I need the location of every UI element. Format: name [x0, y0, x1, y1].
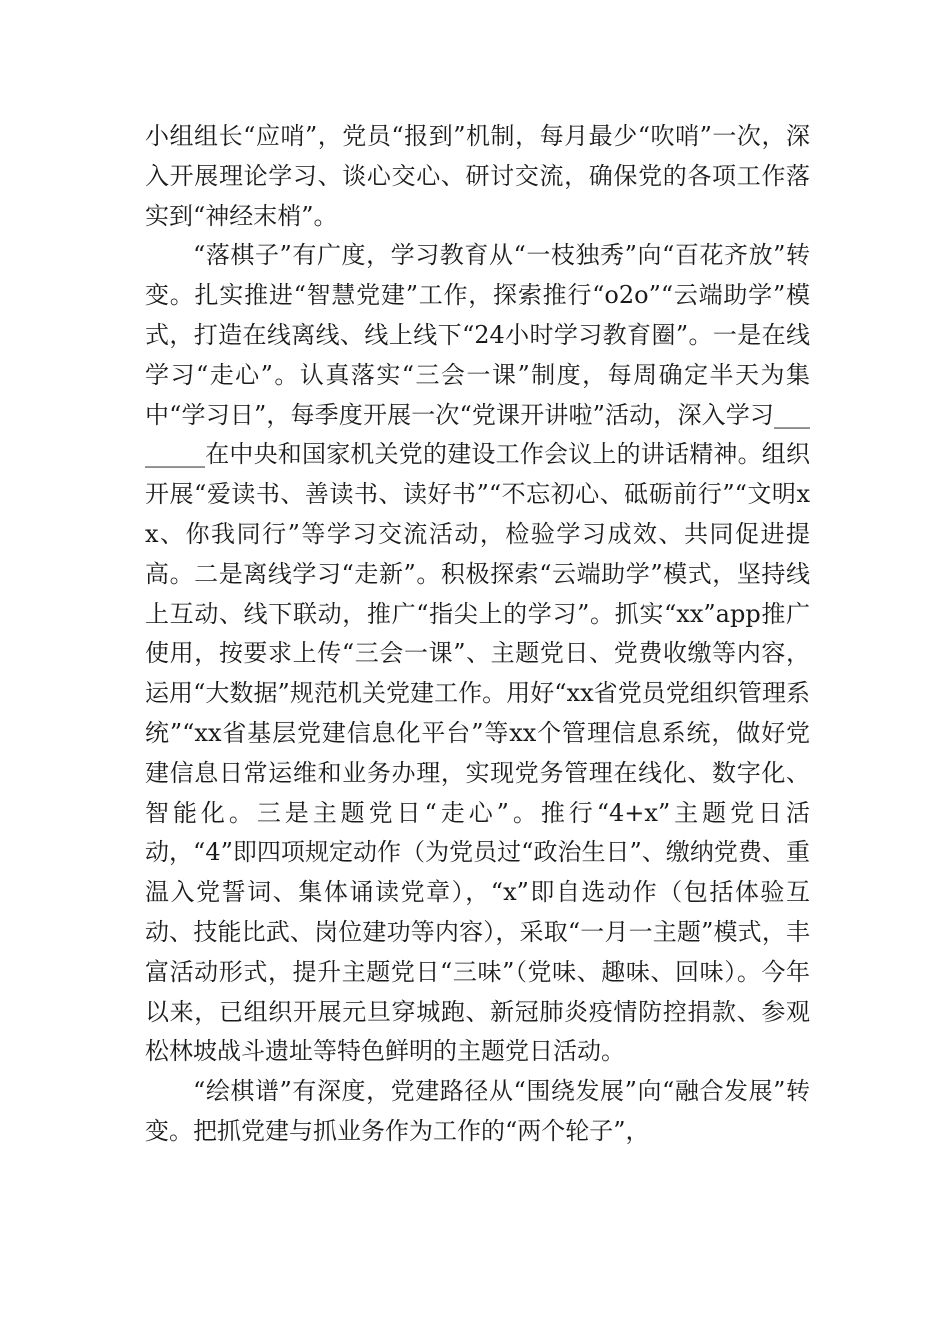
paragraph-continuation: 小组组长“应哨”，党员“报到”机制，每月最少“吹哨”一次，深入开展理论学习、谈心交心、研讨交流，确保党的各项工作落实到“神经末梢”。: [145, 122, 810, 230]
document-body: [145, 117, 810, 1152]
paragraph-luo-qizi: “落棋子”有广度，学习教育从“一枝独秀”向“百花齐放”转变。扎实推进“智慧党建”工作，探索推行“o2o”“云端助学”模式，打造在线离线、线上线下“24小时学习教育圈”。一是在线学习“走心”。认真落实“三会一课”制度，每周确定半天为集中“学习日”，每季度开展一次“党课开讲啦”活动，深入学习________在中央和国家机关党的建设工作会议上的讲话精神。组织开展“爱读书、善读书、读好书”“不忘初心、砥砺前行”“文明xx、你我同行”等学习交流活动，检验学习成效、共同促进提高。二是离线学习“走新”。积极探索“云端助学”模式，坚持线上互动、线下联动，推广“指尖上的学习”。抓实“xx”app推广使用，按要求上传“三会一课”、主题党日、党费收缴等内容，运用“大数据”规范机关党建工作。用好“xx省党员党组织管理系统”“xx省基层党建信息化平台”等xx个管理信息系统，做好党建信息日常运维和业务办理，实现党务管理在线化、数字化、智能化。三是主题党日“走心”。推行“4+x”主题党日活动，“4”即四项规定动作（为党员过“政治生日”、缴纳党费、重温入党誓词、集体诵读党章），“x”即自选动作（包括体验互动、技能比武、岗位建功等内容），采取“一月一主题”模式，丰富活动形式，提升主题党日“三味”（党味、趣味、回味）。今年以来，已组织开展元旦穿城跑、新冠肺炎疫情防控捐款、参观松林坡战斗遗址等特色鲜明的主题党日活动。: [145, 241, 810, 1066]
paragraph-hui-qipu: “绘棋谱”有深度，党建路径从“围绕发展”向“融合发展”转变。把抓党建与抓业务作为工作的“两个轮子”，: [145, 1077, 810, 1145]
